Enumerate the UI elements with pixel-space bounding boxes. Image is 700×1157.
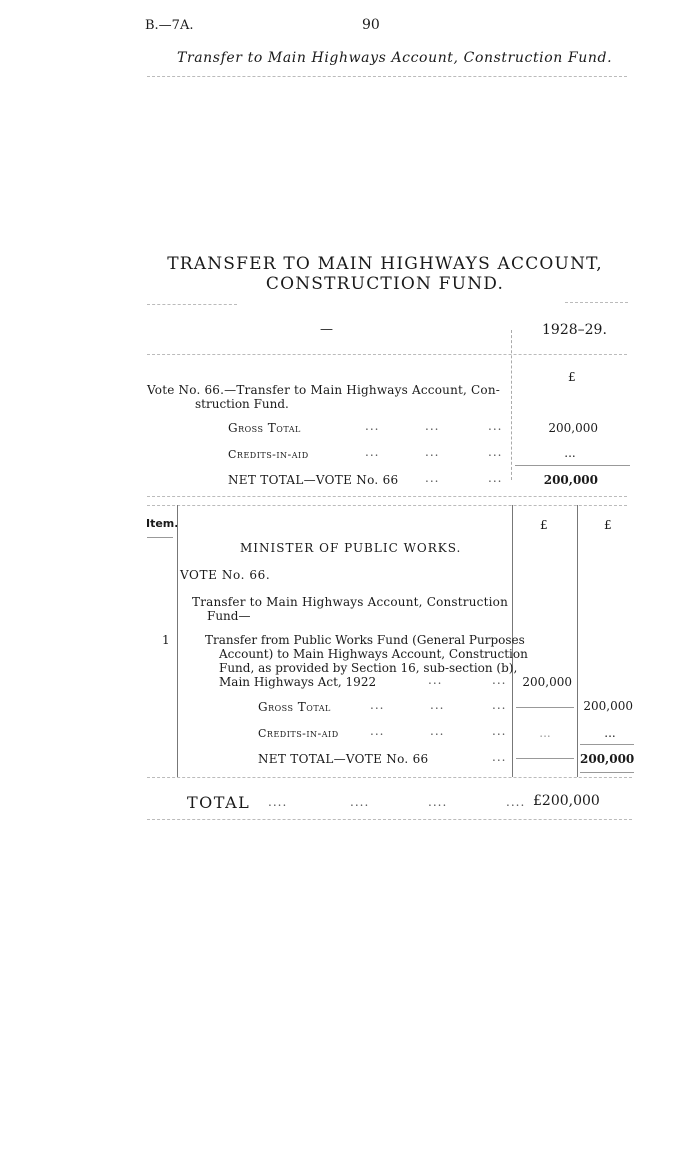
item-description-line4: Main Highways Act, 1922 xyxy=(219,675,377,689)
leader-dots: .... xyxy=(268,795,288,809)
leader-dots: ... xyxy=(488,471,503,485)
leader-dots: ... xyxy=(492,724,507,738)
item-description-line3: Fund, as provided by Section 16, sub-section (b), xyxy=(219,661,518,675)
ministry-heading: MINISTER OF PUBLIC WORKS. xyxy=(240,541,462,555)
item-column-rule xyxy=(177,505,178,777)
detail-credits-value: ... xyxy=(604,726,616,740)
header-rule xyxy=(147,76,627,77)
leader-dots: ... xyxy=(370,698,385,712)
document-reference: B.—7A. xyxy=(145,18,194,33)
summary-gross-total-label: Gross Total xyxy=(228,421,301,435)
leader-dots: ... xyxy=(365,445,380,459)
item-subtotal-rule xyxy=(516,707,574,708)
leader-dots: ... xyxy=(492,750,507,764)
section-title-line2: CONSTRUCTION FUND. xyxy=(265,274,505,294)
summary-year-header: 1928–29. xyxy=(542,322,607,338)
page-number: 90 xyxy=(362,17,380,33)
item-number: 1 xyxy=(162,633,170,647)
leader-dots: ... xyxy=(425,471,440,485)
grand-total-label: TOTAL xyxy=(187,793,251,812)
leader-dots: ... xyxy=(492,698,507,712)
leader-dots: ... xyxy=(492,673,507,687)
summary-gross-total-value: 200,000 xyxy=(548,421,598,435)
leader-dots: ... xyxy=(370,724,385,738)
summary-net-rule xyxy=(515,465,630,466)
leader-dots: .... xyxy=(506,795,526,809)
summary-bottom-rule xyxy=(147,496,627,497)
leader-dots: .... xyxy=(350,795,370,809)
running-title: Transfer to Main Highways Account, Construction Fund. xyxy=(177,50,613,66)
detail-credits-col1: ... xyxy=(539,726,551,740)
leader-dots: ... xyxy=(430,698,445,712)
summary-header-rule xyxy=(147,354,627,355)
summary-column-rule xyxy=(511,330,512,480)
detail-net-col1-rule xyxy=(516,758,574,759)
grand-total-value: £200,000 xyxy=(533,793,600,809)
item-description-line1: Transfer from Public Works Fund (General Purposes xyxy=(205,633,525,647)
item-amount: 200,000 xyxy=(522,675,572,689)
leader-dots: ... xyxy=(425,445,440,459)
leader-dots: ... xyxy=(365,419,380,433)
summary-credits-value: ... xyxy=(564,446,576,460)
grand-total-rule xyxy=(147,819,632,820)
detail-pound-sign-col1: £ xyxy=(540,518,548,532)
item-column-header: Item. xyxy=(146,517,179,530)
leader-dots: ... xyxy=(488,419,503,433)
detail-net-total-label: NET TOTAL—VOTE No. 66 xyxy=(258,752,429,766)
leader-dots: ... xyxy=(428,673,443,687)
summary-vote-line1: Vote No. 66.—Transfer to Main Highways Account, Con- xyxy=(147,383,501,397)
summary-net-total-value: 200,000 xyxy=(543,473,598,487)
leader-dots: ... xyxy=(430,724,445,738)
subdivision-line2: Fund— xyxy=(207,609,251,623)
summary-header-dash: — xyxy=(320,322,333,337)
summary-net-total-label: NET TOTAL—VOTE No. 66 xyxy=(228,473,399,487)
subdivision-line1: Transfer to Main Highways Account, Construction xyxy=(192,595,509,609)
detail-credits-label: Credits-in-aid xyxy=(258,727,339,740)
detail-gross-total-value: 200,000 xyxy=(583,699,633,713)
summary-credits-label: Credits-in-aid xyxy=(228,448,309,461)
detail-net-total-value: 200,000 xyxy=(580,752,635,766)
section-title-line1: TRANSFER TO MAIN HIGHWAYS ACCOUNT, xyxy=(167,254,603,274)
vote-heading: VOTE No. 66. xyxy=(180,568,271,582)
summary-pound-sign: £ xyxy=(568,370,576,384)
detail-column-rule-2 xyxy=(577,505,578,777)
detail-bottom-rule xyxy=(147,777,632,778)
summary-top-rule-left xyxy=(147,304,237,305)
detail-top-rule xyxy=(147,505,627,506)
summary-top-rule-right xyxy=(565,302,628,303)
summary-vote-line2: struction Fund. xyxy=(195,397,289,411)
item-description-line2: Account) to Main Highways Account, Construction xyxy=(219,647,528,661)
detail-pound-sign-col2: £ xyxy=(604,518,612,532)
detail-net-rule xyxy=(580,744,634,745)
detail-net-underline xyxy=(580,772,634,773)
item-header-underline xyxy=(147,537,173,538)
leader-dots: .... xyxy=(428,795,448,809)
detail-gross-total-label: Gross Total xyxy=(258,700,331,714)
leader-dots: ... xyxy=(425,419,440,433)
leader-dots: ... xyxy=(488,445,503,459)
